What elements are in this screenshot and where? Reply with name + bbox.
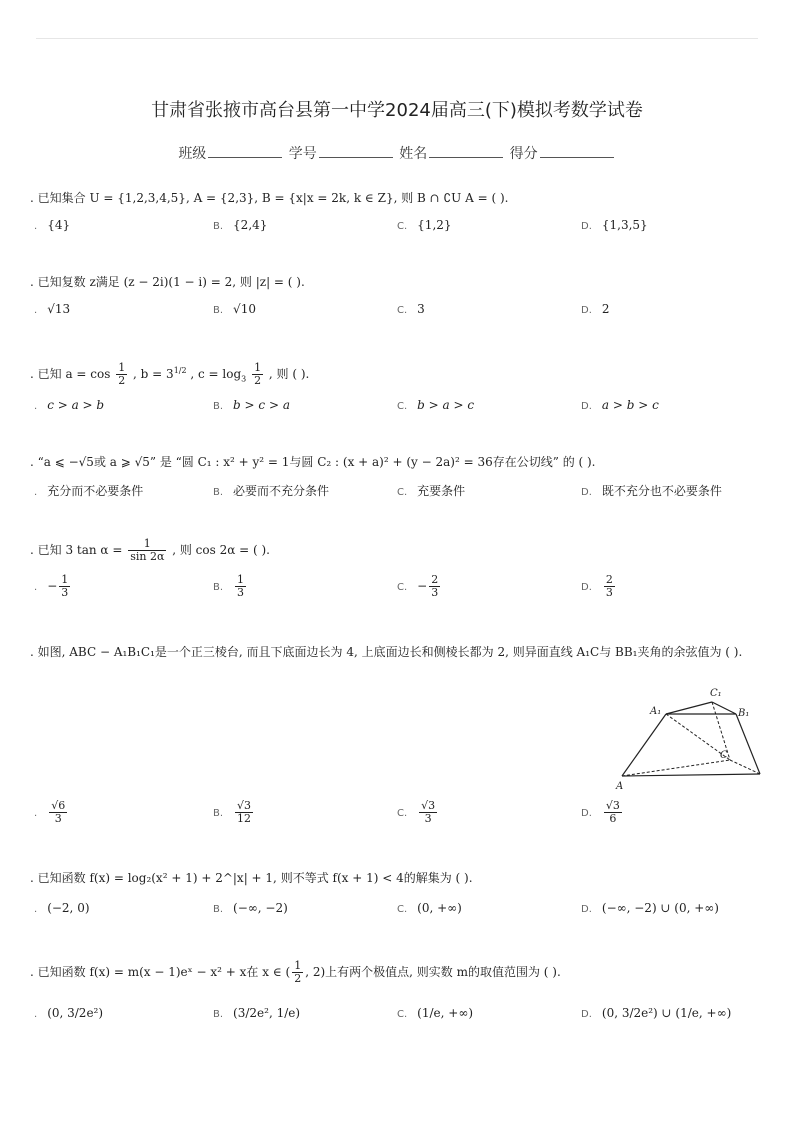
numerator: 1	[61, 573, 69, 586]
option-letter: .	[34, 305, 38, 316]
edge-aa1	[622, 714, 666, 776]
question-2-option-c[interactable]	[397, 302, 425, 316]
fraction	[429, 574, 440, 599]
question-7-option-d[interactable]	[581, 901, 719, 915]
option-letter: D.	[581, 221, 592, 232]
stem-text: , 2)上有两个极值点, 则实数 m的取值范围为 ( ).	[305, 965, 561, 980]
score-blank[interactable]	[540, 143, 614, 158]
edge-a1c1	[666, 702, 712, 714]
question-8-option-a[interactable]	[34, 1006, 103, 1020]
question-4-stem: . “a ⩽ −√5或 a ⩾ √5” 是 “圆 C₁ : x² + y² = 1与圆 C₂ : (x + a)² + (y − 2a)² = 36存在公切线” 的 ( ).	[30, 455, 596, 469]
question-7-option-a[interactable]	[34, 901, 90, 915]
denominator: 6	[609, 812, 617, 826]
question-4-option-c[interactable]	[397, 482, 465, 499]
option-text: (−∞, −2) ∪ (0, +∞)	[601, 901, 719, 915]
fraction	[128, 538, 166, 563]
exam-title: 甘肃省张掖市高台县第一中学2024届高三(下)模拟考数学试卷	[151, 100, 643, 121]
question-4-option-a[interactable]	[34, 482, 143, 499]
student-info-row	[0, 143, 794, 163]
option-text: (3/2e², 1/e)	[233, 1006, 301, 1020]
log-base: 3	[241, 374, 247, 384]
stem-text: . 已知 a = cos	[30, 367, 111, 381]
numerator: √3	[421, 799, 436, 812]
id-blank[interactable]	[319, 143, 393, 158]
denominator: 3	[237, 586, 245, 600]
question-4-option-d[interactable]	[581, 482, 722, 499]
option-letter: B.	[213, 808, 224, 820]
question-6-option-b[interactable]	[213, 800, 255, 825]
denominator: 2	[118, 374, 126, 387]
option-text: c > a > b	[47, 398, 105, 412]
exponent: 1/2	[173, 366, 187, 375]
question-2-option-b[interactable]	[213, 302, 256, 316]
question-5-stem	[30, 538, 764, 563]
option-text: (0, +∞)	[417, 901, 462, 915]
option-letter: B.	[213, 401, 224, 412]
denominator: sin 2α	[130, 550, 165, 564]
option-letter: .	[34, 582, 38, 594]
numerator: 1	[118, 360, 126, 374]
question-8-option-d[interactable]	[581, 1006, 731, 1020]
option-text: 必要而不充分条件	[233, 484, 330, 498]
option-text: √13	[47, 302, 71, 316]
option-letter: C.	[397, 904, 408, 915]
header-rule	[36, 38, 758, 39]
denominator: 3	[61, 586, 69, 600]
question-5-option-c[interactable]	[397, 574, 442, 599]
fraction	[252, 362, 263, 387]
option-text: 既不充分也不必要条件	[601, 484, 722, 498]
option-letter: B.	[213, 582, 224, 594]
option-letter: C.	[397, 305, 408, 316]
question-8-option-c[interactable]	[397, 1006, 473, 1020]
option-letter: C.	[397, 221, 408, 232]
option-letter: D.	[581, 1009, 592, 1020]
numerator: √6	[51, 799, 66, 812]
question-8-option-b[interactable]	[213, 1006, 300, 1020]
label-a1: A₁	[650, 706, 662, 717]
question-1-option-b[interactable]	[213, 218, 267, 232]
edge-ac	[622, 760, 730, 776]
fraction	[604, 800, 622, 825]
question-2-option-a[interactable]	[34, 302, 70, 316]
stem-text: . 已知 3 tan α =	[30, 543, 127, 558]
question-7-stem: . 已知函数 f(x) = log₂(x² + 1) + 2^|x| + 1, 则不等式 f(x + 1) < 4的解集为 ( ).	[30, 871, 473, 885]
option-text: a > b > c	[601, 398, 659, 412]
option-text: 2	[601, 302, 610, 316]
option-letter: B.	[213, 305, 224, 316]
stem-text: , 则 ( ).	[268, 367, 310, 381]
option-text: b > a > c	[417, 398, 475, 412]
option-letter: D.	[581, 904, 592, 915]
label-c: C	[720, 750, 728, 761]
numerator: 1	[254, 360, 262, 374]
question-7-option-b[interactable]	[213, 901, 288, 915]
question-1-option-c[interactable]	[397, 218, 452, 232]
denominator: 3	[424, 812, 432, 826]
class-label: 班级	[178, 146, 207, 162]
option-letter: B.	[213, 221, 224, 232]
option-letter: .	[34, 904, 38, 915]
question-6-stem: . 如图, ABC − A₁B₁C₁是一个正三棱台, 而且下底面边长为 4, 上底面边长和侧棱长都为 2, 则异面直线 A₁C与 BB₁夹角的余弦值为 ( ).	[30, 645, 743, 659]
label-b1: B₁	[738, 708, 750, 719]
score-label: 得分	[509, 146, 538, 162]
option-text: (0, 3/2e²) ∪ (1/e, +∞)	[601, 1006, 732, 1020]
fraction	[116, 362, 127, 387]
numerator: √3	[605, 799, 620, 812]
question-1-option-a[interactable]	[34, 218, 70, 232]
option-text: 充要条件	[417, 484, 466, 498]
option-letter: D.	[581, 305, 592, 316]
option-text: (1/e, +∞)	[417, 1006, 473, 1020]
option-letter: .	[34, 401, 38, 412]
option-text: {4}	[47, 218, 71, 232]
denominator: 3	[431, 586, 439, 600]
option-sign: −	[47, 579, 58, 594]
option-letter: .	[34, 221, 38, 232]
question-5-option-d[interactable]	[581, 574, 617, 599]
frustum-figure	[612, 682, 762, 792]
question-1-stem: . 已知集合 U = {1,2,3,4,5}, A = {2,3}, B = {x|x = 2k, k ∈ Z}, 则 B ∩ ∁U A = ( ).	[30, 191, 509, 205]
question-7-option-c[interactable]	[397, 901, 462, 915]
question-3-stem	[30, 360, 764, 390]
option-text: {2,4}	[233, 218, 268, 232]
question-1-option-d[interactable]	[581, 218, 648, 232]
id-label: 学号	[288, 146, 317, 162]
label-c1: C₁	[710, 688, 722, 699]
option-letter: C.	[397, 401, 408, 412]
question-3-option-a[interactable]	[34, 398, 104, 412]
question-3-option-b[interactable]	[213, 398, 290, 412]
option-letter: .	[34, 808, 38, 820]
question-3-option-c[interactable]	[397, 398, 474, 412]
numerator: 2	[431, 573, 439, 586]
fraction	[235, 800, 253, 825]
question-8-stem	[30, 960, 764, 985]
stem-text: , 则 cos 2α = ( ).	[172, 543, 270, 558]
question-6-option-d[interactable]	[581, 800, 624, 825]
option-text: 3	[417, 302, 425, 316]
question-6-option-c[interactable]	[397, 800, 439, 825]
option-letter: .	[34, 1009, 38, 1020]
option-letter: C.	[397, 487, 408, 498]
option-text: √10	[233, 302, 256, 316]
numerator: 1	[128, 538, 166, 551]
label-a: A	[616, 781, 624, 792]
name-blank[interactable]	[429, 143, 503, 158]
numerator: √3	[237, 799, 252, 812]
question-5-option-b[interactable]	[213, 574, 248, 599]
question-2-stem: . 已知复数 z满足 (z − 2i)(1 − i) = 2, 则 |z| = ( ).	[30, 275, 305, 289]
numerator: 1	[237, 573, 245, 586]
fraction	[49, 800, 67, 825]
stem-text: . 已知函数 f(x) = m(x − 1)eˣ − x² + x在 x ∈ (	[30, 965, 291, 980]
option-letter: C.	[397, 808, 408, 820]
stem-text: , c = log	[190, 367, 242, 381]
question-5-option-a[interactable]	[34, 574, 72, 599]
fraction	[59, 574, 70, 599]
option-text: 充分而不必要条件	[47, 484, 144, 498]
denominator: 2	[254, 374, 262, 387]
option-letter: B.	[213, 487, 224, 498]
option-letter: D.	[581, 487, 592, 498]
fraction	[419, 800, 437, 825]
option-letter: C.	[397, 1009, 408, 1020]
option-letter: D.	[581, 808, 592, 820]
option-text: (−∞, −2)	[233, 901, 288, 915]
denominator: 3	[605, 586, 613, 600]
fraction	[604, 574, 615, 599]
option-letter: D.	[581, 582, 592, 594]
question-6-option-a[interactable]	[34, 800, 69, 825]
numerator: 2	[605, 573, 613, 586]
denominator: 12	[237, 812, 252, 826]
question-2-option-d[interactable]	[581, 302, 610, 316]
option-text: b > c > a	[233, 398, 290, 412]
stem-text: , b = 3	[133, 367, 174, 381]
fraction	[292, 960, 303, 985]
option-text: {1,3,5}	[601, 218, 648, 232]
option-text: {1,2}	[417, 218, 452, 232]
denominator: 3	[54, 812, 62, 826]
option-letter: C.	[397, 582, 408, 594]
name-label: 姓名	[399, 146, 428, 162]
option-letter: .	[34, 487, 38, 498]
option-letter: B.	[213, 1009, 224, 1020]
question-4-option-b[interactable]	[213, 482, 329, 499]
option-sign: −	[417, 579, 428, 594]
fraction	[235, 574, 246, 599]
option-letter: B.	[213, 904, 224, 915]
edge-ab	[622, 774, 760, 776]
denominator: 2	[294, 972, 302, 986]
class-blank[interactable]	[208, 143, 282, 158]
option-letter: D.	[581, 401, 592, 412]
option-text: (0, 3/2e²)	[47, 1006, 104, 1020]
numerator: 1	[294, 959, 302, 972]
option-text: (−2, 0)	[47, 901, 90, 915]
question-3-option-d[interactable]	[581, 398, 659, 412]
